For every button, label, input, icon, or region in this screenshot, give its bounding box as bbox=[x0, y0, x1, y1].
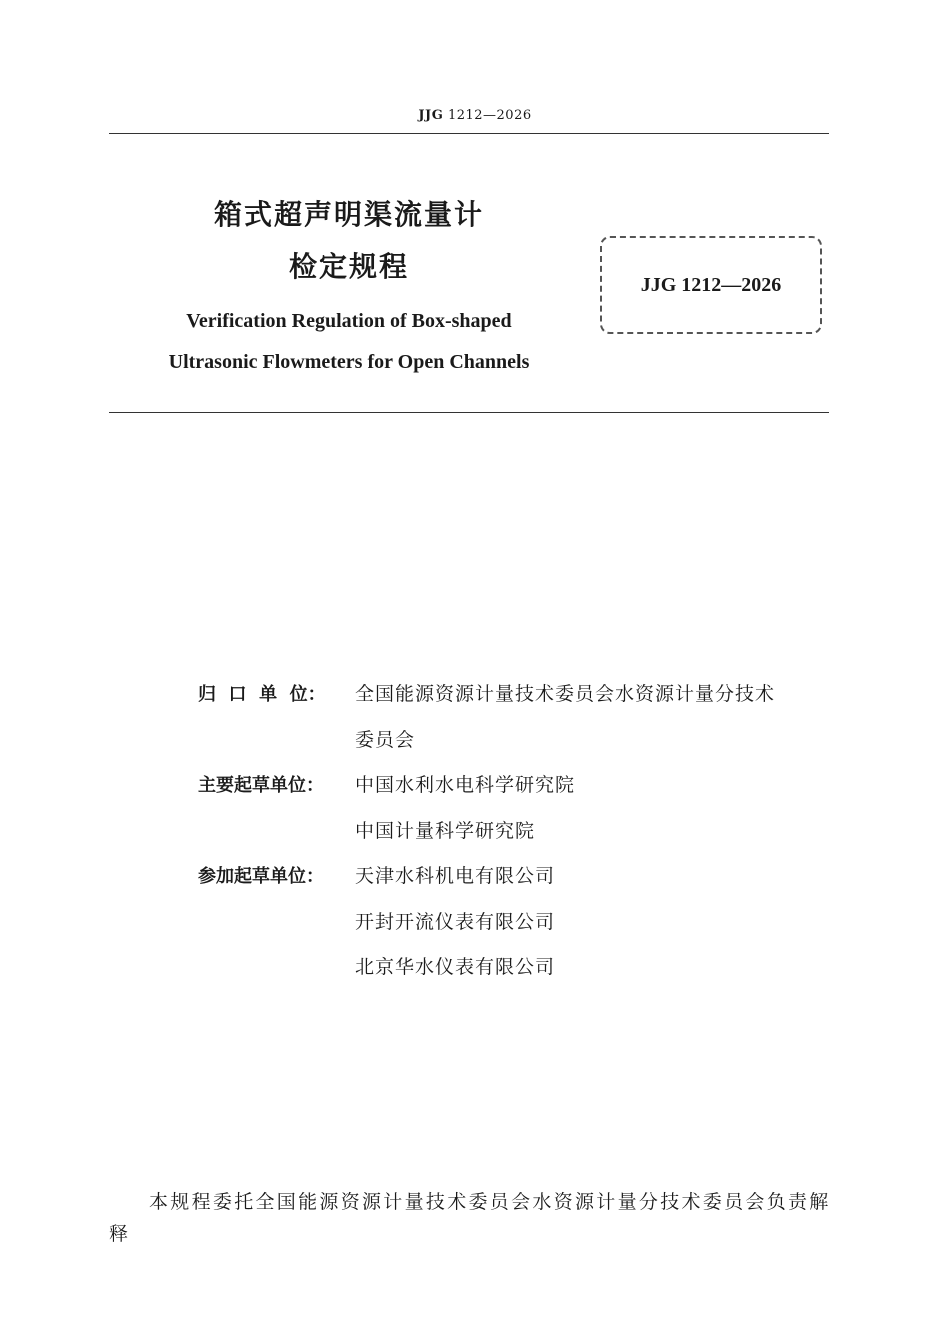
standard-code-text: JJG 1212—2026 bbox=[640, 273, 782, 296]
org-value: 中国计量科学研究院 bbox=[355, 819, 536, 842]
title-block bbox=[109, 195, 589, 383]
org-value: 北京华水仪表有限公司 bbox=[355, 956, 556, 978]
org-value: 委员会 bbox=[355, 728, 416, 751]
title-en-line2: Ultrasonic Flowmeters for Open Channels bbox=[168, 351, 530, 373]
header-standard-code bbox=[0, 108, 950, 123]
org-value: 中国水利水电科学研究院 bbox=[355, 774, 576, 796]
standard-code-box bbox=[600, 236, 822, 334]
title-en-line1: Verification Regulation of Box-shaped bbox=[186, 310, 512, 332]
org-value: 全国能源资源计量技术委员会水资源计量分技术 bbox=[355, 683, 776, 705]
org-row-main-drafters bbox=[198, 763, 838, 854]
middle-divider bbox=[109, 412, 829, 413]
org-value: 天津水科机电有限公司 bbox=[355, 865, 556, 887]
interpretation-note: 本规程委托全国能源资源计量技术委员会水资源计量分技术委员会负责解释 bbox=[109, 1191, 831, 1245]
organization-list bbox=[198, 672, 838, 991]
header-code-prefix: JJG bbox=[418, 108, 444, 123]
org-row-participating-drafters bbox=[198, 854, 838, 991]
org-label: 主要起草单位： bbox=[198, 775, 324, 796]
org-value: 开封开流仪表有限公司 bbox=[355, 910, 556, 933]
top-divider bbox=[109, 133, 829, 134]
org-label: 归 口 单 位： bbox=[198, 684, 326, 705]
title-cn-line1: 箱式超声明渠流量计 bbox=[213, 198, 484, 231]
title-cn-line2: 检定规程 bbox=[288, 250, 409, 283]
org-row-responsible bbox=[198, 672, 838, 763]
header-code-number: 1212—2026 bbox=[447, 108, 532, 123]
org-label: 参加起草单位： bbox=[198, 866, 324, 887]
